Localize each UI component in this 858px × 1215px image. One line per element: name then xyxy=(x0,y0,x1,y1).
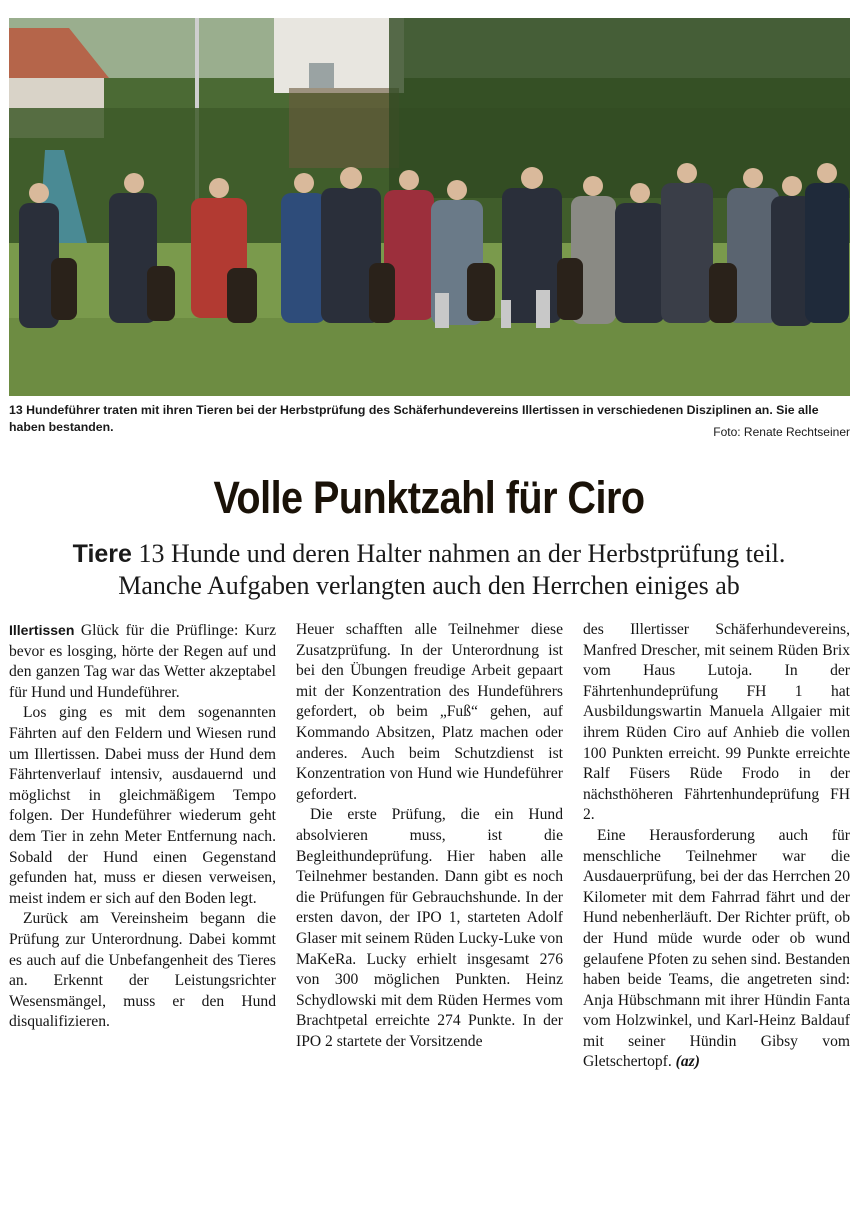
paragraph: Die erste Prüfung, die ein Hund absolvieren muss, ist die Begleithundeprüfung. Hier haben alle Teilnehmer bestanden. Dann gibt es noch die Prüfungen für Gebrauchshunde. In der ersten davon, der IPO 1, starteten Adolf Glaser mit seinem Rüden Lucky-Luke von MaKeRa. Lucky erhielt insgesamt 276 von 300 möglichen Punkten. Heinz Schydlowski mit dem Rüden Hermes vom Brachtpetal erreichte 274 Punkte. In der IPO 2 startete der Vorsitzende xyxy=(296,806,563,1050)
subhead-keyword: Tiere xyxy=(72,540,132,568)
headline: Volle Punktzahl für Ciro xyxy=(213,472,645,523)
photo-credit: Foto: Renate Rechtseiner xyxy=(713,425,850,439)
paragraph-text: Eine Herausforderung auch für menschliche Teilnehmer war die Ausdauerprüfung, bei der das Herrchen 20 Kilometer mit dem Fahrrad fährt und der Hund nebenherläuft. Der Richter prüft, ob der Hund müde wurde oder ob wund gelaufene Pfoten zu sehen sind. Bestanden haben beide Teams, die angetreten sind: Anja Hübschmann mit ihrer Hündin Fanta vom Holzwinkel, und Karl-Heinz Baldauf mit seiner Hündin Gibsy vom Gletschertopf. xyxy=(583,826,850,1071)
paragraph xyxy=(9,620,276,703)
paragraph: Heuer schafften alle Teilnehmer diese Zusatzprüfung. In der Unterordnung ist bei den Übungen freudige Arbeit gepaart mit der Konzentration des Hundeführers gefordert, ob beim „Fuß“ gehen, auf Kommando Absitzen, Platz machen oder anderes. Auch beim Schutzdienst ist Konzentration von Hund wie Hundeführer gefordert. xyxy=(296,621,563,803)
subhead-line-2: Manche Aufgaben verlangten auch den Herrchen einiges ab xyxy=(118,571,740,600)
article-column-1 xyxy=(9,620,276,1140)
paragraph xyxy=(583,826,850,1073)
paragraph-text: Glück für die Prüflinge: Kurz bevor es losging, hörte der Regen auf und den ganzen Tag war das Wetter akzeptabel für Hund und Hundeführer. xyxy=(9,622,276,701)
article-column-3 xyxy=(583,620,850,1140)
photo-illustration xyxy=(9,18,850,396)
paragraph: Zurück am Vereinsheim begann die Prüfung zur Unterordnung. Dabei kommt es auch auf die Unbefangenheit des Tieres an. Erkennt der Leistungsrichter Wesensmängel, muss er den Hund disqualifizieren. xyxy=(9,910,276,1031)
paragraph: des Illertisser Schäferhundevereins, Manfred Drescher, mit seinem Rüden Brix vom Haus Lutoja. In der Fährtenhundeprüfung FH 1 hat Ausbildungswartin Manuela Allgaier mit ihrem Rüden Ciro auf Anhieb die vollen 100 Punkten erreicht. 99 Punkte erreichte Ralf Füsers Rüde Frodo in der nächsthöheren Fährtenhundeprüfung FH 2. xyxy=(583,621,850,824)
paragraph: Los ging es mit dem sogenannten Fährten auf den Feldern und Wiesen rund um Illertissen. Dabei muss der Hund dem Fährtenverlauf intensiv, ausdauernd und möglichst in gleichmäßigem Tempo folgen. Der Hundeführer wiederum geht dem Tier in zehn Meter Entfernung nach. Sobald der Hund einen Gegenstand gefunden hat, muss er diesen verweisen, meist indem er sich auf den Boden legt. xyxy=(9,704,276,907)
group-photo xyxy=(9,18,850,396)
article-body xyxy=(9,620,850,1140)
dateline: Illertissen xyxy=(9,622,75,638)
subhead-line-1-text: 13 Hunde und deren Halter nahmen an der Herbstprüfung teil. xyxy=(131,539,786,568)
subhead-line-1 xyxy=(0,538,858,570)
subheadline xyxy=(0,538,858,602)
photo-caption: 13 Hundeführer traten mit ihren Tieren bei der Herbstprüfung des Schäferhundevereins Illertissen in verschiedenen Disziplinen an. Sie alle haben bestanden. xyxy=(9,403,819,434)
article-column-2 xyxy=(296,620,563,1140)
author-signature: (az) xyxy=(675,1053,700,1071)
